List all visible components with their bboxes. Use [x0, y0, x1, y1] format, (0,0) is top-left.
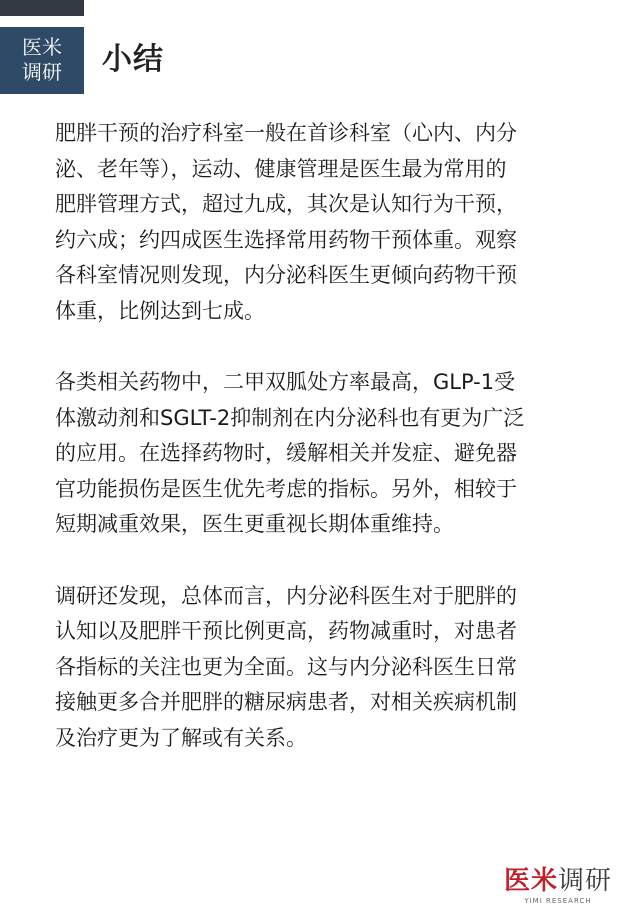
text-line: 肥胖干预的治疗科室一般在首诊科室（心内、内分	[55, 121, 517, 145]
text-line: 的应用。在选择药物时，缓解相关并发症、避免器	[55, 441, 517, 465]
text-line: 官功能损伤是医生优先考虑的指标。另外，相较于	[55, 476, 517, 501]
text-line: 体重，比例达到七成。	[55, 298, 265, 323]
brand-badge	[0, 27, 84, 94]
paragraph-3	[55, 579, 595, 757]
top-accent-bar	[0, 0, 84, 16]
text-line: 泌、老年等），运动、健康管理是医生最为常用的	[55, 156, 507, 181]
brand-badge-line2: 调研	[22, 60, 62, 84]
paragraph-1	[55, 116, 595, 329]
text-line: 接触更多合并肥胖的糖尿病患者，对相关疾病机制	[55, 690, 517, 714]
text-line: 短期减重效果，医生更重视长期体重维持。	[55, 512, 454, 536]
logo-wordmark-red: 医米	[503, 866, 558, 896]
text-line: 各科室情况则发现，内分泌科医生更倾向药物干预	[55, 263, 517, 287]
logo-wordmark-dark: 调研	[557, 866, 612, 896]
text-line: 调研还发现，总体而言，内分泌科医生对于肥胖的	[55, 583, 517, 608]
text-line: 各类相关药物中，二甲双胍处方率最高，GLP-1受	[55, 370, 516, 394]
text-line: 肥胖管理方式，超过九成，其次是认知行为干预，	[55, 192, 517, 216]
logo-subtitle: YIMI RESEARCH	[524, 897, 592, 905]
text-line: 认知以及肥胖干预比例更高，药物减重时，对患者	[55, 619, 517, 643]
summary-content	[55, 116, 595, 792]
section-title: 小结	[102, 42, 164, 77]
logo-wordmark	[504, 866, 612, 896]
yimi-research-logo	[504, 866, 612, 906]
text-line: 及治疗更为了解或有关系。	[55, 725, 307, 750]
text-line: 体激动剂和SGLT-2抑制剂在内分泌科也有更为广泛	[55, 405, 525, 430]
text-line: 各指标的关注也更为全面。这与内分泌科医生日常	[55, 654, 517, 679]
brand-badge-line1: 医米	[22, 35, 62, 59]
text-line: 约六成；约四成医生选择常用药物干预体重。观察	[55, 227, 517, 252]
paragraph-2	[55, 365, 595, 543]
